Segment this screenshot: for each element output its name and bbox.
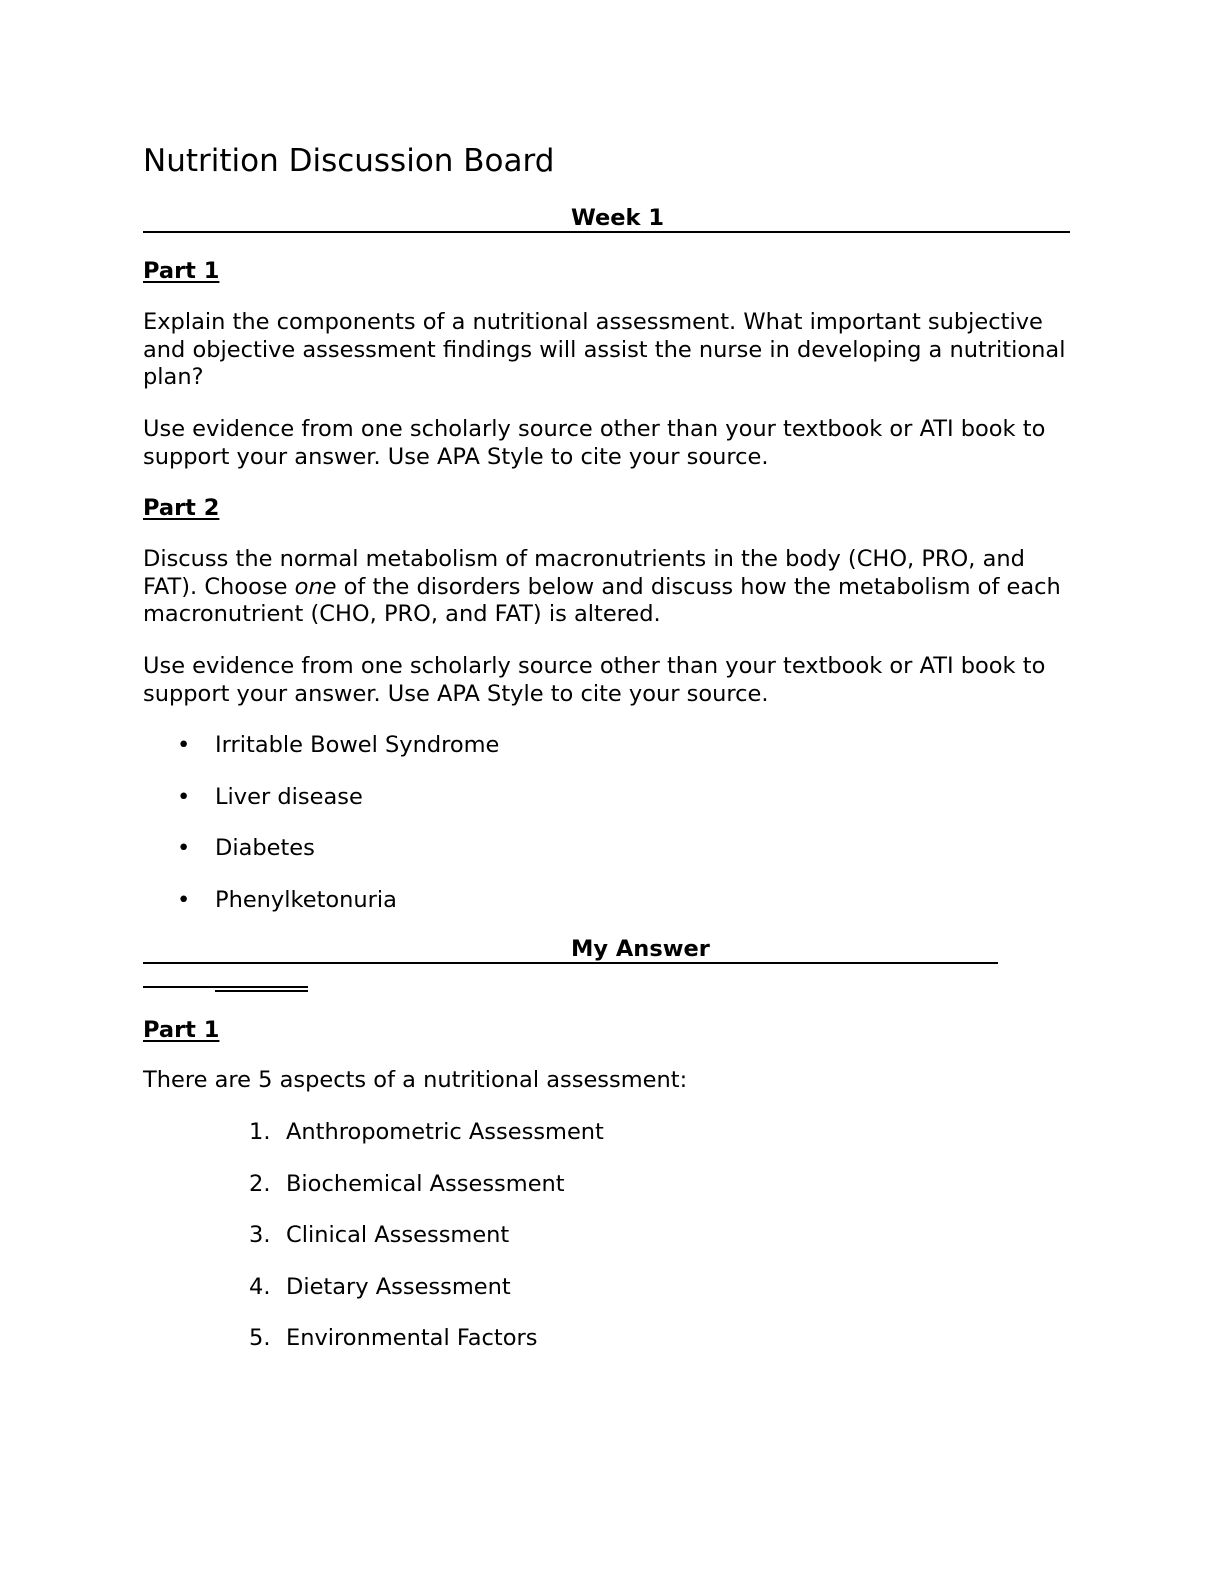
document-title: Nutrition Discussion Board (143, 143, 555, 179)
question-part2-evidence: Use evidence from one scholarly source other than your textbook or ATI book to support your answer. Use APA Style to cite your source. (143, 653, 1046, 707)
bullet-icon: • (177, 887, 191, 913)
question-part1-prompt: Explain the components of a nutritional assessment. What important subjective and objective assessment findings will assist the nurse in developing a nutritional plan? (143, 309, 1066, 390)
disorder-list-item (177, 834, 315, 862)
question-part2-heading: Part 2 (143, 495, 220, 521)
answer-heading: My Answer (571, 936, 710, 962)
divider-line (143, 986, 308, 988)
disorder-list-item (177, 886, 397, 914)
disorder-label: Diabetes (215, 835, 315, 861)
aspect-number: 3. (249, 1222, 271, 1248)
aspect-list-item (249, 1118, 604, 1146)
aspect-label: Clinical Assessment (286, 1222, 510, 1248)
question-part2-prompt (143, 546, 1083, 629)
disorder-list-item (177, 731, 499, 759)
aspect-label: Dietary Assessment (286, 1274, 511, 1300)
bullet-icon: • (177, 835, 191, 861)
answer-part1-heading: Part 1 (143, 1017, 220, 1043)
aspect-number: 5. (249, 1325, 271, 1351)
aspect-label: Biochemical Assessment (286, 1171, 565, 1197)
question-part1-heading: Part 1 (143, 258, 220, 284)
prompt-text-start: Discuss the normal metabolism of macronutrients in the body (CHO, PRO, and FAT). Choose (143, 546, 1025, 600)
divider-line (215, 990, 308, 992)
week-heading-rule (143, 203, 1070, 233)
aspect-number: 4. (249, 1274, 271, 1300)
bullet-icon: • (177, 784, 191, 810)
disorder-list-item (177, 783, 363, 811)
aspect-list-item (249, 1273, 511, 1301)
prompt-text-end: of the disorders below and discuss how the metabolism of each macronutrient (CHO, PRO, and FAT) is altered. (143, 573, 1061, 627)
disorder-label: Irritable Bowel Syndrome (215, 732, 500, 758)
aspect-number: 2. (249, 1171, 271, 1197)
question-part1-evidence: Use evidence from one scholarly source other than your textbook or ATI book to support your answer. Use APA Style to cite your source. (143, 416, 1046, 470)
aspect-list-item (249, 1324, 537, 1352)
bullet-icon: • (177, 732, 191, 758)
aspect-label: Anthropometric Assessment (286, 1119, 604, 1145)
answer-heading-rule (143, 934, 998, 964)
aspect-number: 1. (249, 1119, 271, 1145)
week-heading: Week 1 (571, 205, 664, 231)
answer-part1-intro: There are 5 aspects of a nutritional assessment: (143, 1067, 688, 1093)
prompt-emphasis: one (294, 573, 337, 600)
aspect-list-item (249, 1170, 565, 1198)
aspect-list-item (249, 1221, 509, 1249)
disorder-label: Phenylketonuria (215, 887, 397, 913)
disorder-label: Liver disease (215, 784, 363, 810)
aspect-label: Environmental Factors (286, 1325, 538, 1351)
